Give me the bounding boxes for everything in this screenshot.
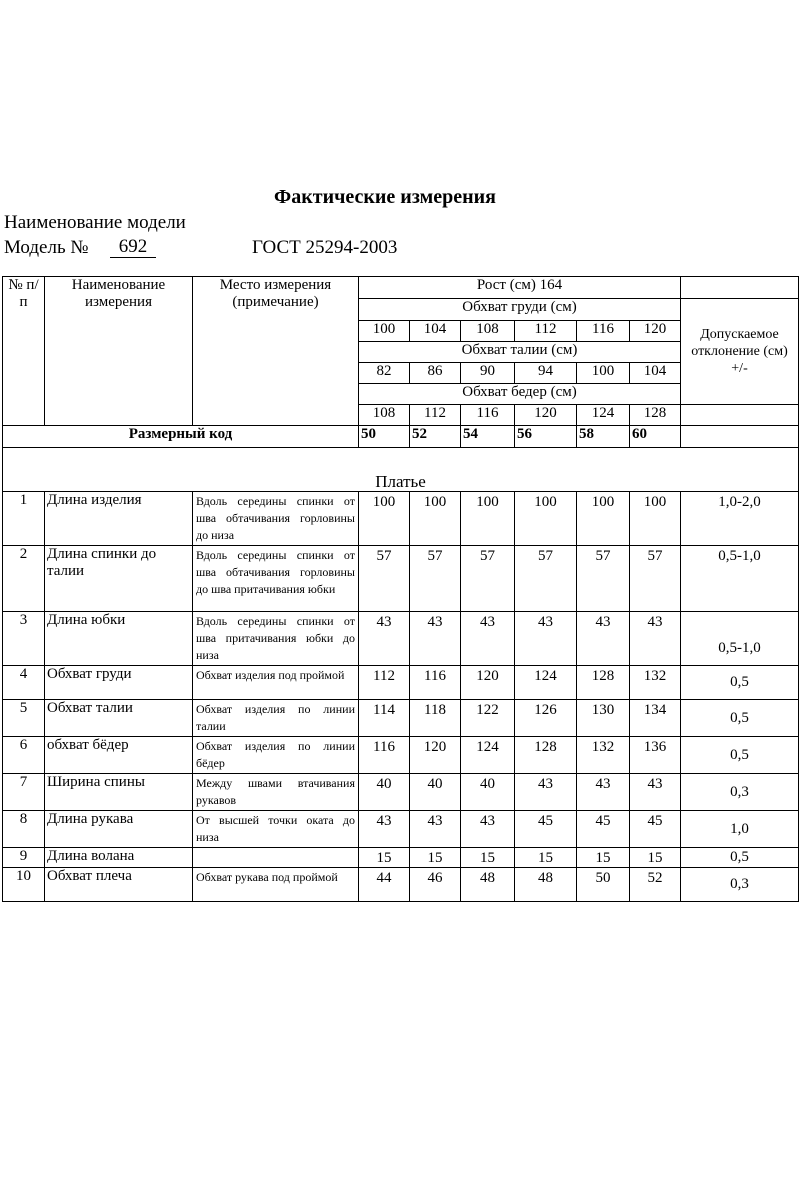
row-value: 15	[410, 848, 461, 868]
row-value: 45	[577, 811, 630, 848]
row-number: 8	[3, 811, 45, 848]
row-value: 118	[410, 700, 461, 737]
row-value: 46	[410, 868, 461, 902]
row-value: 43	[630, 774, 681, 811]
row-tolerance: 0,5	[681, 848, 799, 868]
row-tolerance: 0,3	[681, 774, 799, 811]
row-value: 43	[359, 811, 410, 848]
waist-sizes-value: 104	[630, 363, 681, 384]
header-blank	[681, 277, 799, 299]
size-code-row	[3, 426, 799, 448]
row-value: 15	[461, 848, 515, 868]
row-value: 40	[410, 774, 461, 811]
row-value: 130	[577, 700, 630, 737]
row-number: 5	[3, 700, 45, 737]
row-measure-name: Обхват плеча	[45, 868, 193, 902]
row-number: 10	[3, 868, 45, 902]
row-tolerance: 0,5	[681, 700, 799, 737]
waist-sizes-value: 86	[410, 363, 461, 384]
chest-sizes-value: 120	[630, 321, 681, 342]
model-name-label: Наименование модели	[4, 212, 186, 233]
row-measure-name: Обхват груди	[45, 666, 193, 700]
row-tolerance: 0,5	[681, 666, 799, 700]
row-measure-name: Длина рукава	[45, 811, 193, 848]
row-number: 9	[3, 848, 45, 868]
model-number-label: Модель №	[4, 237, 89, 258]
row-value: 112	[359, 666, 410, 700]
hips-sizes-value: 128	[630, 405, 681, 426]
row-value: 100	[515, 492, 577, 546]
row-value: 122	[461, 700, 515, 737]
row-measure-name: Длина изделия	[45, 492, 193, 546]
row-value: 100	[577, 492, 630, 546]
waist-sizes-value: 82	[359, 363, 410, 384]
page-title: Фактические измерения	[274, 186, 496, 208]
row-value: 128	[577, 666, 630, 700]
size-code-label: Размерный код	[3, 426, 359, 448]
row-value: 100	[630, 492, 681, 546]
hips-sizes-value: 124	[577, 405, 630, 426]
chest-sizes-value: 104	[410, 321, 461, 342]
waist-sizes-value: 94	[515, 363, 577, 384]
row-value: 15	[577, 848, 630, 868]
row-value: 43	[410, 811, 461, 848]
row-tolerance: 0,3	[681, 868, 799, 902]
table-row	[3, 737, 799, 774]
section-row	[3, 448, 799, 492]
header-hips: Обхват бедер (см)	[359, 384, 681, 405]
row-value: 116	[359, 737, 410, 774]
row-number: 2	[3, 546, 45, 612]
model-number-value: 692	[110, 237, 156, 258]
row-value: 128	[515, 737, 577, 774]
row-value: 120	[461, 666, 515, 700]
row-value: 15	[515, 848, 577, 868]
row-measure-place: Обхват изделия под проймой	[193, 666, 359, 700]
row-tolerance: 1,0	[681, 811, 799, 848]
row-value: 126	[515, 700, 577, 737]
row-value: 114	[359, 700, 410, 737]
row-value: 40	[359, 774, 410, 811]
row-tolerance: 0,5-1,0	[681, 546, 799, 612]
blank-cell	[681, 426, 799, 448]
row-number: 4	[3, 666, 45, 700]
row-measure-place: Обхват рукава под проймой	[193, 868, 359, 902]
row-value: 57	[515, 546, 577, 612]
row-value: 124	[461, 737, 515, 774]
header-chest: Обхват груди (см)	[359, 299, 681, 321]
table-row	[3, 848, 799, 868]
row-value: 52	[630, 868, 681, 902]
row-measure-place: Обхват изделия по линии бёдер	[193, 737, 359, 774]
row-value: 43	[577, 774, 630, 811]
table-row	[3, 811, 799, 848]
table-row	[3, 612, 799, 666]
chest-sizes-value: 112	[515, 321, 577, 342]
row-value: 57	[461, 546, 515, 612]
row-measure-name: Длина спинки до талии	[45, 546, 193, 612]
size-code: 50	[359, 426, 410, 448]
table-row	[3, 700, 799, 737]
row-measure-place: Обхват изделия по линии талии	[193, 700, 359, 737]
row-measure-name: Ширина спины	[45, 774, 193, 811]
hips-sizes-value: 120	[515, 405, 577, 426]
row-number: 3	[3, 612, 45, 666]
row-value: 43	[359, 612, 410, 666]
row-value: 57	[359, 546, 410, 612]
row-measure-name: Длина волана	[45, 848, 193, 868]
row-value: 43	[630, 612, 681, 666]
size-code: 56	[515, 426, 577, 448]
row-measure-name: Обхват талии	[45, 700, 193, 737]
row-measure-place: Между швами втачивания рукавов	[193, 774, 359, 811]
row-value: 43	[515, 774, 577, 811]
row-value: 15	[630, 848, 681, 868]
header-row	[3, 277, 799, 299]
row-value: 44	[359, 868, 410, 902]
chest-sizes-value: 108	[461, 321, 515, 342]
row-measure-place: Вдоль середины спинки от шва обтачивания горловины до шва притачивания юбки	[193, 546, 359, 612]
row-tolerance: 1,0-2,0	[681, 492, 799, 546]
section-title: Платье	[3, 448, 799, 492]
hips-sizes-value: 112	[410, 405, 461, 426]
header-waist: Обхват талии (см)	[359, 342, 681, 363]
size-code: 54	[461, 426, 515, 448]
hips-sizes-value: 116	[461, 405, 515, 426]
size-code: 60	[630, 426, 681, 448]
row-value: 45	[630, 811, 681, 848]
row-number: 1	[3, 492, 45, 546]
size-code: 52	[410, 426, 461, 448]
row-value: 43	[461, 612, 515, 666]
row-value: 45	[515, 811, 577, 848]
row-value: 100	[410, 492, 461, 546]
measurements-table	[2, 276, 799, 902]
row-measure-place: Вдоль середины спинки от шва обтачивания горловины до низа	[193, 492, 359, 546]
size-code: 58	[577, 426, 630, 448]
row-measure-place	[193, 848, 359, 868]
row-value: 124	[515, 666, 577, 700]
row-value: 136	[630, 737, 681, 774]
row-number: 6	[3, 737, 45, 774]
row-value: 100	[461, 492, 515, 546]
chest-sizes-value: 100	[359, 321, 410, 342]
row-value: 43	[515, 612, 577, 666]
row-value: 134	[630, 700, 681, 737]
row-tolerance: 0,5	[681, 737, 799, 774]
header-blank	[681, 405, 799, 426]
chest-sizes-value: 116	[577, 321, 630, 342]
row-value: 40	[461, 774, 515, 811]
row-value: 132	[577, 737, 630, 774]
row-value: 57	[630, 546, 681, 612]
row-measure-name: обхват бёдер	[45, 737, 193, 774]
waist-sizes-value: 90	[461, 363, 515, 384]
header-tolerance: Допускаемое отклонение (см) +/-	[681, 299, 799, 405]
row-value: 132	[630, 666, 681, 700]
table-row	[3, 492, 799, 546]
row-value: 120	[410, 737, 461, 774]
gost-standard: ГОСТ 25294-2003	[252, 237, 398, 258]
row-value: 116	[410, 666, 461, 700]
header-measure-name: Наименование измерения	[45, 277, 193, 426]
row-value: 15	[359, 848, 410, 868]
table-row	[3, 666, 799, 700]
row-number: 7	[3, 774, 45, 811]
header-height: Рост (см) 164	[359, 277, 681, 299]
row-value: 57	[577, 546, 630, 612]
row-measure-place: Вдоль середины спинки от шва притачивания юбки до низа	[193, 612, 359, 666]
row-measure-place: От высшей точки оката до низа	[193, 811, 359, 848]
row-value: 43	[461, 811, 515, 848]
row-value: 50	[577, 868, 630, 902]
table-row	[3, 774, 799, 811]
row-value: 57	[410, 546, 461, 612]
row-tolerance: 0,5-1,0	[681, 612, 799, 666]
row-value: 43	[410, 612, 461, 666]
table-row	[3, 868, 799, 902]
header-number: № п/п	[3, 277, 45, 426]
row-value: 100	[359, 492, 410, 546]
hips-sizes-value: 108	[359, 405, 410, 426]
row-value: 48	[515, 868, 577, 902]
header-measure-place: Место измерения (примечание)	[193, 277, 359, 426]
waist-sizes-value: 100	[577, 363, 630, 384]
row-value: 43	[577, 612, 630, 666]
row-measure-name: Длина юбки	[45, 612, 193, 666]
table-row	[3, 546, 799, 612]
row-value: 48	[461, 868, 515, 902]
